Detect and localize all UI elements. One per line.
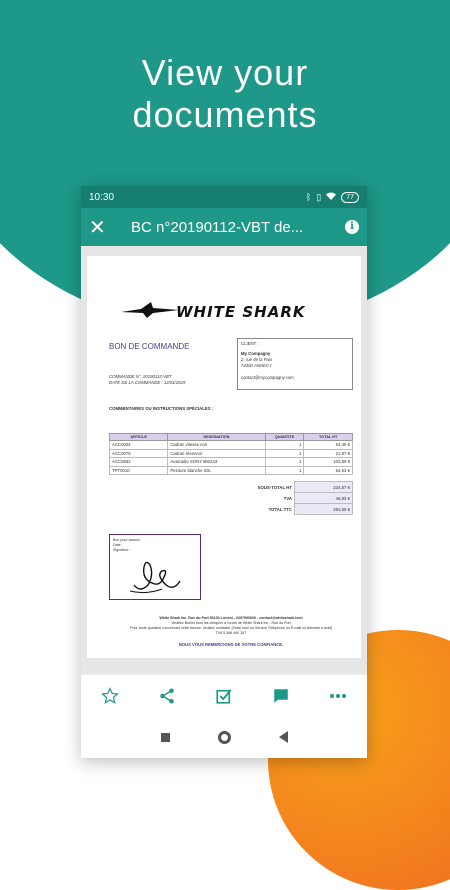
- footer-line-3: Pour toute question concernant cette facture, veuillez contacter [Votre nom ou Service Téléphone ou E-mail ou Adresse e-mail]: [130, 626, 332, 630]
- totals-value: 46,93 €: [295, 493, 353, 504]
- document-footer: [109, 616, 353, 647]
- wifi-icon: [326, 192, 336, 202]
- totals-row: [237, 493, 353, 504]
- table-cell: Cadran réservoir: [168, 449, 265, 458]
- order-number: COMMANDE N°: 20190112-VBT: [109, 374, 172, 379]
- table-cell: 21,87 €: [304, 449, 353, 458]
- star-icon[interactable]: [90, 678, 130, 714]
- footer-line-1: White Shark Inc. Rue du Port 56100 Lorient - 0297990000 - contact@whiteshark.tech: [159, 616, 303, 620]
- signature-line-1: Bon pour accord :: [113, 538, 142, 542]
- table-cell: 54,45 €: [304, 441, 353, 450]
- order-meta: [109, 374, 185, 386]
- client-box: [237, 338, 353, 390]
- recents-icon[interactable]: [161, 733, 170, 742]
- column-header: DESIGNATION: [168, 434, 265, 441]
- table-row: [110, 466, 353, 475]
- footer-thanks: NOUS VOUS REMERCIONS DE VOTRE CONFIANCE.: [178, 642, 284, 647]
- checkbox-icon[interactable]: [204, 678, 244, 714]
- table-cell: 1: [265, 441, 304, 450]
- hero-line-1: View your: [141, 52, 309, 93]
- battery-icon: 77: [341, 192, 359, 203]
- hero-line-2: documents: [132, 94, 318, 135]
- close-icon[interactable]: ✕: [89, 216, 106, 239]
- back-icon[interactable]: [279, 731, 288, 743]
- table-cell: 1: [265, 466, 304, 475]
- client-address-2: 74300 ANNECY: [241, 363, 272, 368]
- table-cell: TPT0010: [110, 466, 168, 475]
- table-cell: 103,89 €: [304, 458, 353, 467]
- column-header: TOTAL HT: [304, 434, 353, 441]
- table-cell: ACC0832: [110, 458, 168, 467]
- signature-line-3: Signature :: [113, 548, 131, 552]
- bottom-action-bar: [81, 674, 367, 716]
- totals-label: TVA: [283, 495, 292, 501]
- table-cell: 1: [265, 458, 304, 467]
- bluetooth-icon: ᛒ: [305, 192, 312, 202]
- shark-logo-icon: [121, 300, 181, 320]
- status-icons: [306, 192, 359, 203]
- totals-value: 234,67 €: [295, 482, 353, 493]
- info-icon[interactable]: i: [345, 220, 359, 234]
- client-address-1: 2, rue de la Paix: [241, 357, 273, 362]
- totals-row: [237, 504, 353, 515]
- status-bar: [81, 186, 367, 208]
- table-cell: 1: [265, 449, 304, 458]
- phone-frame: [81, 186, 367, 758]
- document-page: [87, 256, 361, 658]
- table-cell: 54,63 €: [304, 466, 353, 475]
- footer-line-4: TVA 5 566 960 267: [215, 631, 247, 635]
- table-cell: ACC0076: [110, 449, 168, 458]
- more-icon[interactable]: [318, 678, 358, 714]
- table-cell: Autoradio SONY BW243: [168, 458, 265, 467]
- signature-box: [109, 534, 201, 600]
- client-label: CLIENT :: [241, 341, 259, 346]
- table-cell: Peinture blanche 20L: [168, 466, 265, 475]
- hero-text: [0, 52, 450, 136]
- totals-table: [237, 481, 353, 515]
- document-viewer[interactable]: [81, 246, 367, 674]
- column-header: ARTICLE: [110, 434, 168, 441]
- totals-label: SOUS-TOTAL HT: [257, 484, 292, 490]
- status-time: 10:30: [89, 191, 115, 203]
- vibrate-icon: ▯: [316, 191, 322, 202]
- totals-value: 281,60 €: [295, 504, 353, 515]
- table-row: [110, 458, 353, 467]
- table-cell: ACC0034: [110, 441, 168, 450]
- table-cell: Cadran vitesse noir: [168, 441, 265, 450]
- document-title: BC n°20190112-VBT de...: [131, 218, 304, 236]
- brand-logo: [121, 300, 333, 320]
- table-row: [110, 441, 353, 450]
- items-table: [109, 433, 353, 475]
- column-header: QUANTITE: [265, 434, 304, 441]
- handwritten-signature: [126, 555, 186, 597]
- signature-line-2: Date :: [113, 543, 123, 547]
- system-nav-bar: [81, 716, 367, 758]
- brand-name: WHITE SHARK: [176, 303, 306, 321]
- table-row: [110, 449, 353, 458]
- client-name: My Compagny: [241, 351, 271, 356]
- comments-label: COMMENTAIRES OU INSTRUCTIONS SPÉCIALES :: [109, 406, 214, 411]
- home-icon[interactable]: [218, 731, 231, 744]
- comment-icon[interactable]: [261, 678, 301, 714]
- totals-label: TOTAL TTC: [268, 506, 292, 512]
- footer-line-2: Veuillez libeller tous les chèques à l'ordre de White Shark Inc - Rue du Port: [171, 621, 291, 625]
- order-date: DATE DE LA COMMANDE : 12/01/2019: [109, 380, 186, 385]
- share-icon[interactable]: [147, 678, 187, 714]
- document-heading: BON DE COMMANDE: [109, 342, 190, 351]
- client-email: contact@mycompagny.com: [241, 375, 294, 380]
- app-bar: [81, 208, 367, 246]
- totals-row: [237, 482, 353, 493]
- table-header-row: [110, 434, 353, 441]
